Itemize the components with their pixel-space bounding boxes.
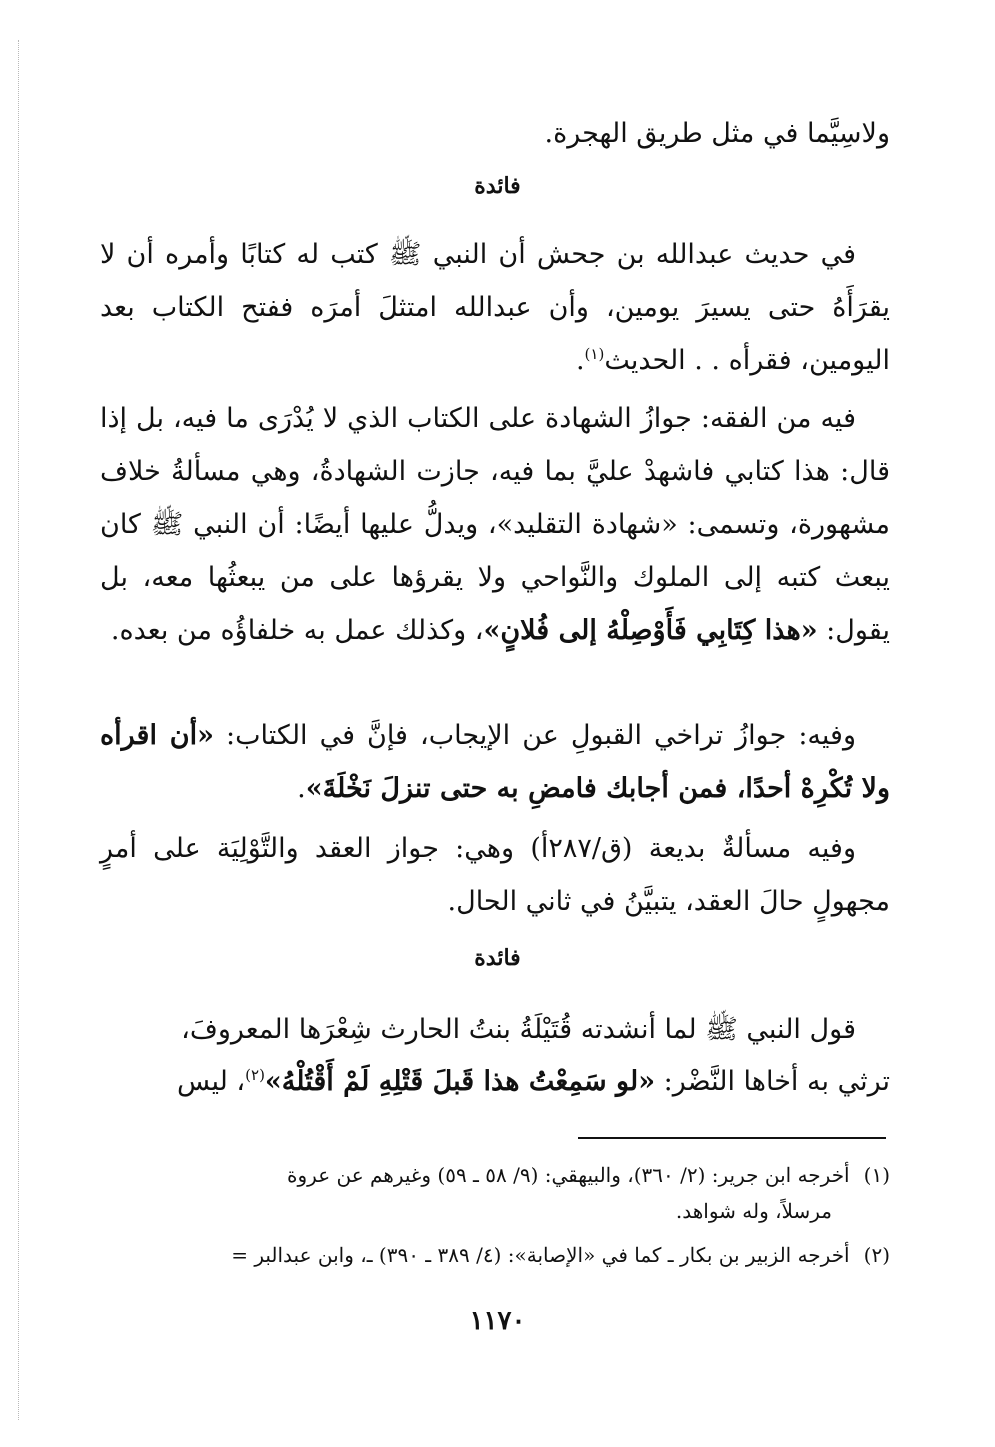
footnote-1 [100,1157,890,1229]
paragraph-3 [100,709,890,815]
footnote-ref-1: (١) [584,345,605,363]
footnote-separator [578,1137,886,1139]
paragraph-4: وفيه مسألةٌ بديعة (ق/٢٨٧أ) وهي: جواز العقد والتَّوْلِيَة على أمرٍ مجهولٍ حالَ العقد، يتبيَّنُ في ثاني الحال. [100,833,890,917]
paragraph-5-line-1: قول النبي ﷺ لما أنشدته قُتَيْلَةُ بنتُ الحارث شِعْرَها المعروفَ، [181,1014,856,1045]
paragraph-2-text-a: فيه من الفقه: جوازُ الشهادة على الكتاب الذي لا يُدْرَى ما فيه، بل إذا قال: هذا كتابي فاشهدْ عليَّ بما فيه، جازت الشهادةُ، وهي مسألةُ خلاف مشهورة، وتسمى: «شهادة التقليد»، ويدلُّ عليها أيضًا: أن النبي ﷺ كان يبعث كتبه إلى الملوك والنَّواحي ولا يقرؤها على من يبعثُها معه، بل يقول: [100,403,890,646]
paragraph-5-quote: «لو سَمِعْتُ هذا قَبلَ قَتْلِهِ لَمْ أَقْتُلْهُ» [264,1066,656,1097]
paragraph-1 [100,228,890,387]
footnote-2 [100,1237,890,1273]
section-heading-1: فائدة [474,173,521,199]
footnote-1-line-1 [100,1157,890,1193]
opening-line: ولاسِيَّما في مثل طريق الهجرة. [544,118,890,149]
footnote-1-line-2: مرسلاً، وله شواهد. [675,1199,832,1223]
footnote-2-number: (٢) [863,1243,890,1267]
paragraph-3-end: . [297,773,306,804]
section-heading-2: فائدة [474,945,521,971]
paragraph-2-quote: «هذا كِتَابِي فَأَوْصِلْهُ إلى فُلانٍ» [483,615,818,646]
footnote-ref-2: (٢) [245,1066,265,1084]
paragraph-3-text: وفيه: جوازُ تراخي القبولِ عن الإيجاب، فإنَّ في الكتاب: [214,720,856,751]
paragraph-2-text-b: ، وكذلك عمل به خلفاؤُه من بعده. [110,615,484,646]
paragraph-2 [100,392,890,657]
paragraph-5-line-2 [100,1062,890,1102]
paragraph-1-end: . [575,345,585,376]
paragraph-3-quote: «أن اقرأه ولا تُكْرِهْ أحدًا، فمن أجابك فامضِ به حتى تنزلَ نَخْلَةَ» [100,720,890,804]
footnote-1-number: (١) [863,1163,890,1187]
scan-edge [18,40,19,1420]
paragraph-5-text-b: ، ليس [177,1066,246,1097]
paragraph-5-text-a: ترثي به أخاها النَّضْر: [655,1066,890,1097]
footnote-2-text: أخرجه الزبير بن بكار ـ كما في «الإصابة»: (٤/ ٣٨٩ ـ ٣٩٠) ـ، وابن عبدالبر = [231,1243,850,1267]
footnote-1-text: أخرجه ابن جرير: (٢/ ٣٦٠)، والبيهقي: (٩/ ٥٨ ـ ٥٩) وغيرهم عن عروة [287,1163,850,1187]
paragraph-1-text: في حديث عبدالله بن جحش أن النبي ﷺ كتب له كتابًا وأمره أن لا يقرَأَهُ حتى يسيرَ يومين، وأن عبدالله امتثلَ أمرَه ففتح الكتاب بعد اليومين، فقرأه . . الحديث [100,239,890,376]
page-number: ١١٧٠ [469,1306,526,1336]
